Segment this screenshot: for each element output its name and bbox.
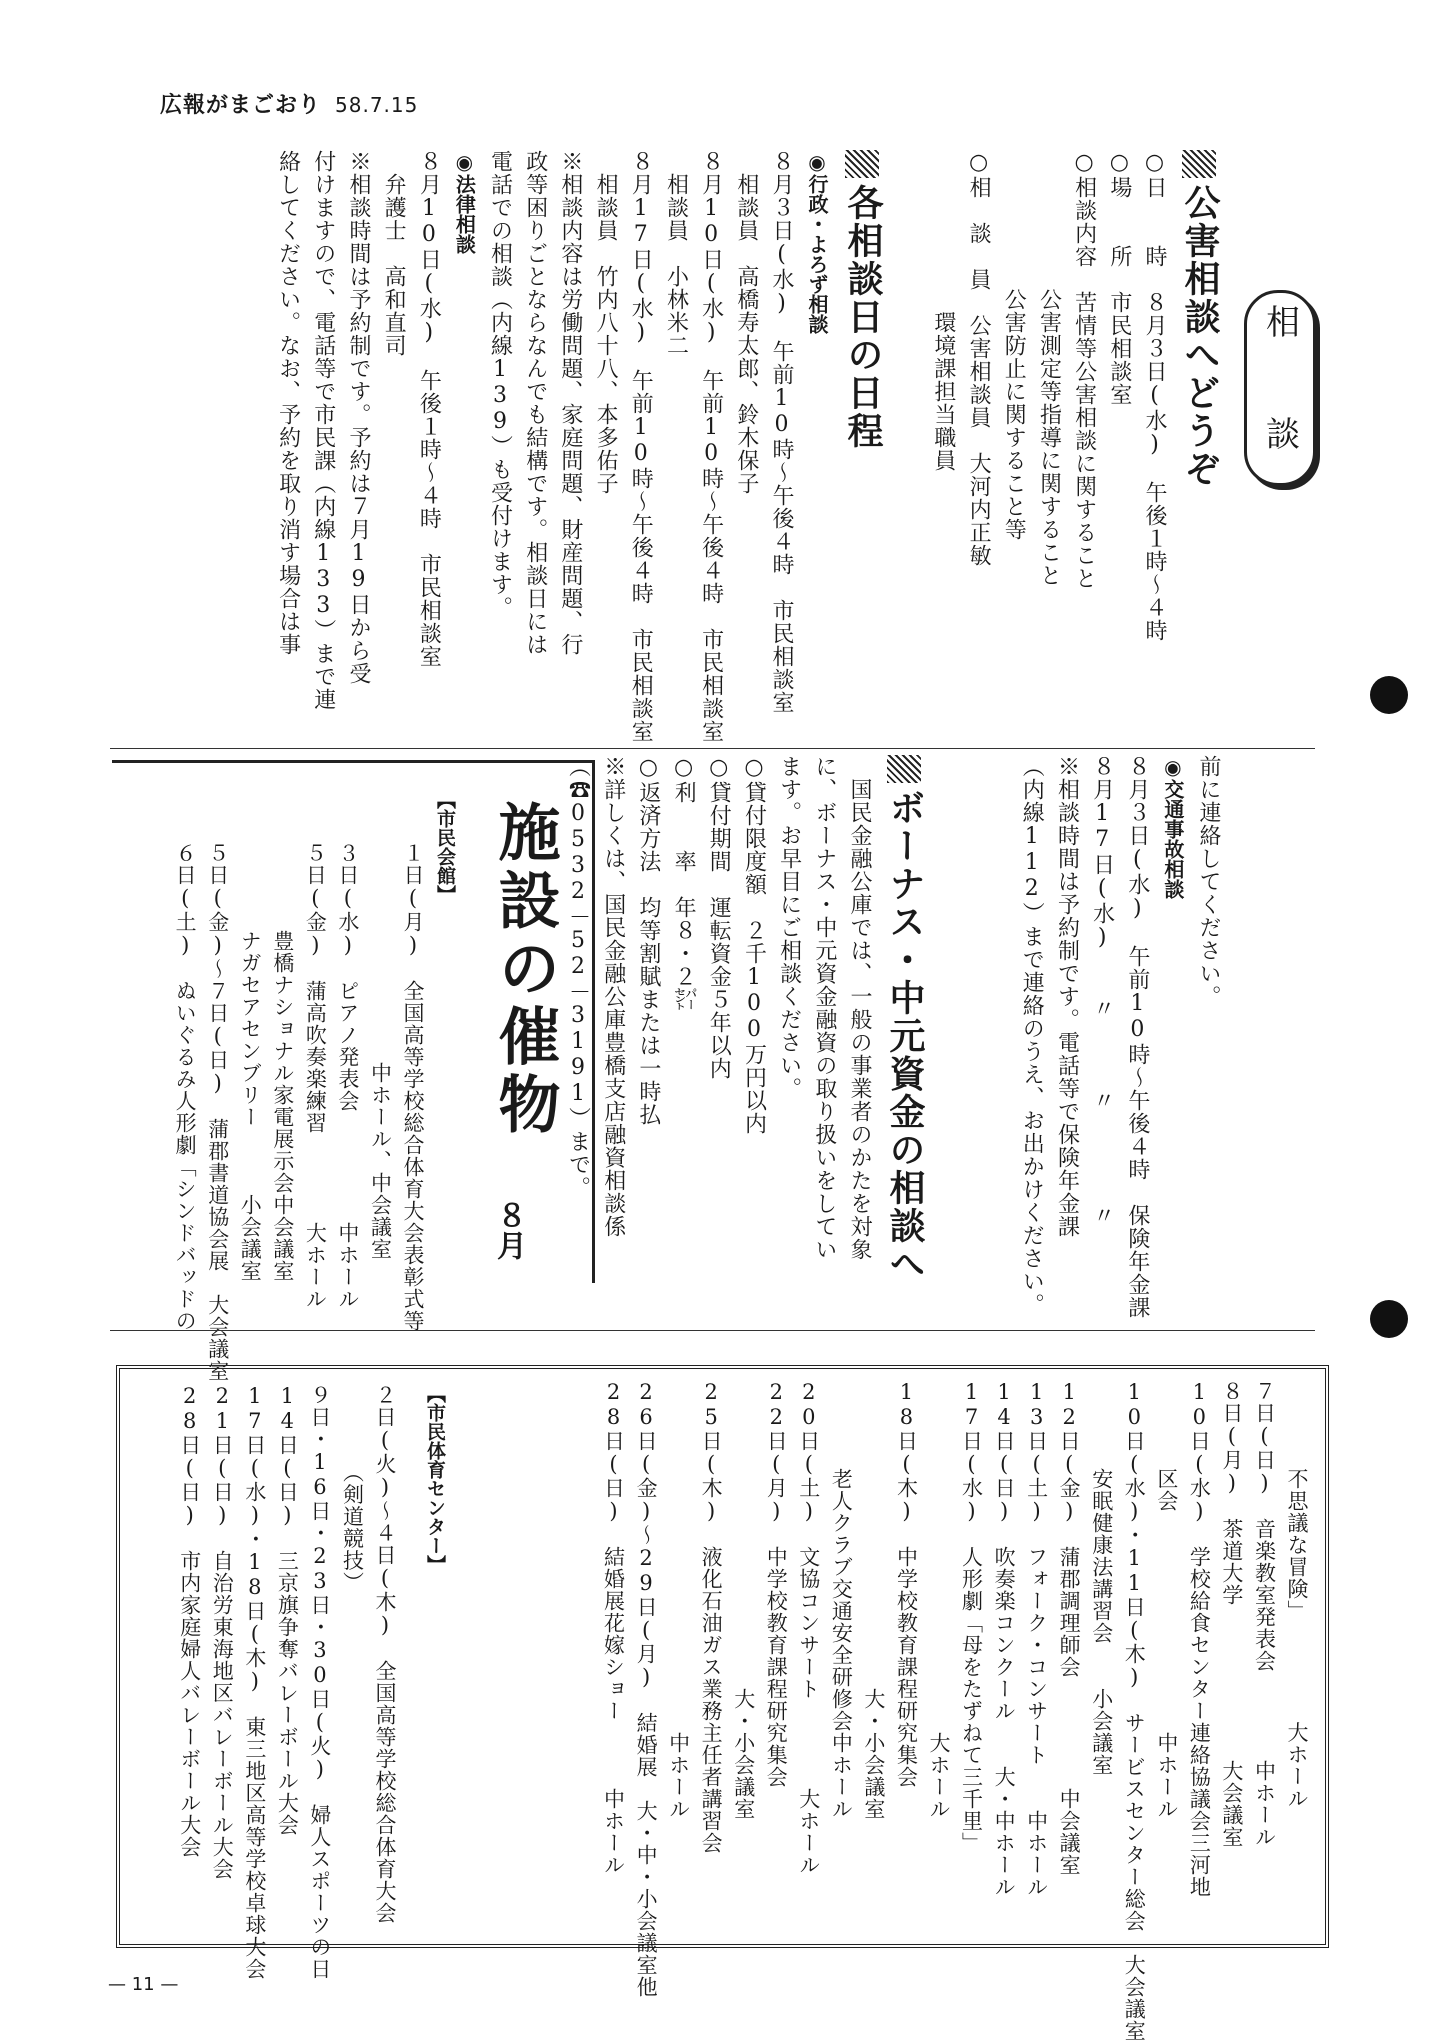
bonus-line: ※詳しくは、国民金融公庫豊橋支店融資相談係: [600, 755, 626, 1238]
issue-date: 58.7.15: [335, 93, 419, 117]
hatch-icon: [845, 150, 879, 178]
bonus-line: ○貸付期間 運転資金５年以内: [706, 755, 732, 1080]
gyousei-line: ８月10日(水) 午前10時〜午後４時 市民相談室: [698, 150, 724, 743]
shimin-kaikan-label: 【市民会館】: [434, 790, 456, 904]
houritsu-line: ※相談時間は予約制です。予約は７月19日から受: [345, 150, 371, 685]
event-row: 不思議な冒険」 大ホール: [1285, 1380, 1309, 1810]
bonus-line: ○返済方法 均等割賦または一時払: [635, 755, 661, 1126]
gyousei-line: 相談員 小林米二: [663, 150, 689, 357]
bonus-line: ○貸付限度額 ２千100万円以内: [741, 755, 767, 1135]
event-row: ８日(月) 茶道大学 大会議室: [1219, 1380, 1244, 1848]
gyousei-line: 電話での相談（内線139）も受付けます。: [487, 150, 513, 619]
event-row: 18日(木) 中学校教育課程研究集会: [894, 1380, 919, 1788]
page-number: — 11 —: [108, 1974, 179, 1995]
event-row: １日(月) 全国高等学校総合体育大会表彰式等: [401, 842, 425, 1332]
soudan-badge: 相 談: [1244, 290, 1316, 486]
gyousei-line: ※相談内容は労働問題、家庭問題、財産問題、行: [557, 150, 583, 656]
bonus-section: [560, 755, 931, 1315]
event-row: （剣道競技）: [340, 1384, 365, 1594]
houritsu-line: 絡してください。なお、予約を取り消す場合は事: [275, 150, 301, 656]
event-row: 老人クラブ交通安全研修会中ホール: [829, 1380, 854, 1820]
event-row: 21日(日) 自治労東海地区バレーボール大会: [210, 1384, 235, 1880]
event-row: ６日(土) ぬいぐるみ人形劇「シンドバッドの: [173, 842, 198, 1332]
koutsu-subheading: ◉交通事故相談: [1160, 755, 1185, 899]
kougai-line: 公害防止に関すること等: [1001, 150, 1027, 541]
event-row: 28日(日) 市内家庭婦人バレーボール大会: [177, 1384, 202, 1858]
bonus-line: ○利 率 年８・２㌫: [671, 755, 697, 1011]
divider: [110, 748, 1315, 749]
event-row: 12日(金) 蒲郡調理師会 中会議室: [1057, 1380, 1082, 1876]
koutsu-line: ８月３日(水) 午前10時〜午後４時 保険年金課: [1124, 755, 1150, 1319]
event-row: 28日(日) 結婚展花嫁ショー 中ホール: [601, 1380, 626, 1876]
event-row: 安眠健康法講習会 小会議室: [1089, 1380, 1114, 1776]
kougai-heading: 公害相談へどうぞ: [1172, 150, 1226, 710]
koutsu-section: [1014, 755, 1226, 1319]
kaikan-events-continued: [597, 1380, 1313, 2042]
binder-hole-icon: [1370, 1300, 1408, 1338]
koutsu-line: 前に連絡してください。: [1196, 755, 1221, 1008]
gyousei-line: 相談員 竹内八十八、本多佑子: [593, 150, 619, 495]
bonus-heading: ボーナス・中元資金の相談へ: [877, 755, 931, 1315]
event-row: 14日(日) 三京旗争奪バレーボール大会: [275, 1384, 300, 1836]
event-row: 大・小会議室: [861, 1380, 886, 1820]
houritsu-line: 付けますので、電話等で市民課（内線133）まで連: [310, 150, 336, 711]
hatch-icon: [887, 755, 921, 783]
houritsu-line: ８月10日(水) 午後１時〜４時 市民相談室: [416, 150, 442, 668]
houritsu-line: 弁護士 高和直司: [381, 150, 407, 357]
gyousei-subheading: ◉行政・よろず相談: [805, 150, 829, 334]
koutsu-line: ８月17日(水) 〃 〃 〃: [1089, 755, 1115, 1227]
taiiku-center-label: 【市民体育センター】: [424, 1384, 446, 1574]
event-row: ５日(金) 蒲高吹奏楽練習 大ホール: [303, 842, 328, 1310]
kaku-heading: 各相談日の日程: [835, 150, 889, 710]
shisetsu-month: ８月: [491, 1200, 526, 1260]
taiiku-events: [173, 1384, 401, 1980]
binder-hole-icon: [1370, 676, 1408, 714]
houritsu-subheading: ◉法律相談: [452, 150, 477, 254]
kougai-line: ○日 時 ８月３日(水) 午後１時〜４時: [1142, 150, 1167, 642]
event-row: 区会 中ホール: [1154, 1380, 1179, 1820]
kougai-section: [926, 150, 1226, 710]
newsletter-title: 広報がまごおり: [160, 93, 322, 118]
event-row: 大ホール: [926, 1380, 951, 1820]
event-row: 10日(水)・11日(木) サービスセンター総会 大会議室: [1122, 1380, 1147, 2042]
kougai-line: ○場 所 市民相談室: [1106, 150, 1132, 406]
bonus-line: 国民金融公庫では、一般の事業者のかたを対象: [847, 755, 872, 1261]
gyousei-line: ８月17日(水) 午前10時〜午後４時 市民相談室: [628, 150, 654, 743]
kougai-line: ○相談内容 苦情等公害相談に関すること: [1071, 150, 1097, 590]
divider: [110, 1330, 1315, 1331]
hatch-icon: [1182, 150, 1216, 178]
event-row: ２日(火)〜４日(木) 全国高等学校総合体育大会: [373, 1384, 397, 1924]
kougai-line: 公害測定等指導に関すること: [1036, 150, 1062, 587]
event-row: ナガセアセンブリー 小会議室: [238, 842, 263, 1282]
bonus-line: に、ボーナス・中元資金融資の取り扱いをしてい: [811, 755, 837, 1261]
koutsu-line: （内線112）まで連絡のうえ、お出かけください。: [1019, 755, 1045, 1316]
gyousei-line: ８月３日(水) 午前10時〜午後４時 市民相談室: [769, 150, 794, 714]
event-row: 中ホール: [666, 1380, 691, 1820]
event-row: 中ホール、中会議室: [368, 842, 393, 1260]
kougai-line: ○相 談 員 公害相談員 大河内正敏: [966, 150, 992, 567]
kaku-section: [270, 150, 889, 743]
event-row: 17日(水) 人形劇「母をたずねて三千里」: [959, 1380, 984, 1854]
event-row: 豊橋ナショナル家電展示会中会議室: [270, 842, 295, 1282]
event-row: ３日(水) ピアノ発表会 中ホール: [335, 842, 360, 1310]
event-row: 22日(月) 中学校教育課程研究集会: [764, 1380, 789, 1788]
event-row: ５日(金)〜７日(日) 蒲郡書道協会展 大会議室: [205, 842, 230, 1382]
event-row: 14日(日) 吹奏楽コンクール 大・中ホール: [992, 1380, 1017, 1898]
page-header: [160, 88, 418, 119]
bonus-line: （☎0532－52－3191）まで。: [565, 755, 591, 1199]
event-row: 20日(土) 文協コンサート 大ホール: [796, 1380, 821, 1876]
event-row: ９日・16日・23日・30日(火) 婦人スポーツの日: [307, 1384, 332, 1980]
event-row: 25日(木) 液化石油ガス業務主任者講習会: [699, 1380, 724, 1854]
gyousei-line: 政等困りごとならなんでも結構です。相談日には: [522, 150, 548, 656]
kougai-line: 環境課担当職員: [930, 150, 956, 472]
event-row: 17日(水)・18日(木) 東三地区高等学校卓球大会: [242, 1384, 267, 1980]
kaikan-events: [169, 842, 429, 1382]
event-row: ７日(日) 音楽教室発表会 中ホール: [1252, 1380, 1277, 1848]
event-row: 大・小会議室: [731, 1380, 756, 1820]
event-row: 26日(金)〜29日(月) 結婚展 大・中・小会議室他: [634, 1380, 659, 1998]
shisetsu-title: 施設の催物: [488, 800, 561, 1140]
koutsu-line: ※相談時間は予約制です。電話等で保険年金課: [1054, 755, 1080, 1238]
gyousei-line: 相談員 高橋寿太郎、鈴木保子: [733, 150, 759, 495]
bonus-line: ます。お早目にご相談ください。: [776, 755, 802, 1100]
event-row: 10日(水) 学校給食センター連絡協議会三河地: [1187, 1380, 1212, 1898]
event-row: 13日(土) フォーク・コンサート 中ホール: [1024, 1380, 1049, 1898]
